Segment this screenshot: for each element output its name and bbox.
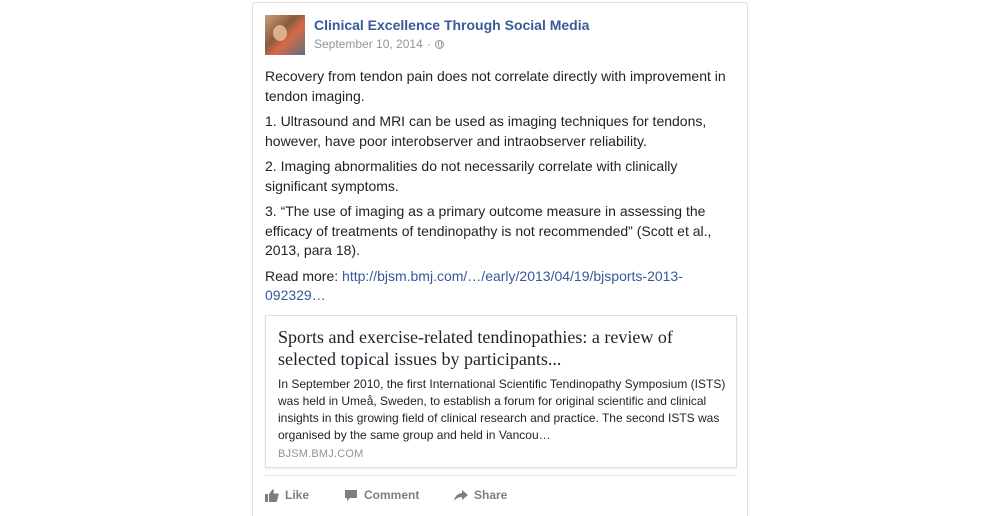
globe-icon[interactable] [435,40,444,49]
read-more-label: Read more: [265,267,343,284]
share-arrow-icon [453,489,468,502]
post-header [265,15,735,55]
share-button[interactable] [453,488,507,502]
post-body [265,67,737,312]
page-avatar[interactable] [265,15,305,55]
attachment-description: In September 2010, the first International Scientific Tendinopathy Symposium (ISTS) was held in Umeå, Sweden, to establish a forum for original scientific and clinical insights in this growing field of clinical research and practice. The second ISTS was organised by the same group and held in Vancou… [278,377,726,442]
attachment-domain: BJSM.BMJ.COM [278,448,364,460]
post-date[interactable]: September 10, 2014 [314,37,423,51]
share-label: Share [474,488,508,502]
page-name-link[interactable]: Clinical Excellence Through Social Media [314,17,590,33]
comment-label: Comment [364,488,420,502]
comment-icon [344,489,358,502]
attachment-title[interactable]: Sports and exercise-related tendinopathies: a review of selected topical issues by participants... [278,327,673,369]
post-meta [314,37,444,51]
like-label: Like [285,488,310,502]
link-attachment[interactable] [265,315,737,468]
read-more-link[interactable]: http://bjsm.bmj.com/…/early/2013/04/19/bjsports-2013-092329… [265,267,683,303]
comment-button[interactable] [344,488,419,502]
post-paragraph: 3. “The use of imaging as a primary outcome measure in assessing the efficacy of treatments of tendinopathy is not recommended” (Scott et al., 2013, para 18). [265,203,712,258]
meta-separator: · [426,37,431,51]
like-button[interactable] [265,488,309,502]
post-paragraph: 1. Ultrasound and MRI can be used as imaging techniques for tendons, however, have poor interobserver and intraobserver reliability. [265,113,707,149]
post-paragraph: 2. Imaging abnormalities do not necessarily correlate with clinically significant symptoms. [265,158,678,194]
post-card [252,2,748,516]
thumbs-up-icon [265,489,279,502]
post-paragraph: Recovery from tendon pain does not correlate directly with improvement in tendon imaging. [265,68,726,104]
read-more [265,267,737,306]
action-bar [265,475,737,516]
